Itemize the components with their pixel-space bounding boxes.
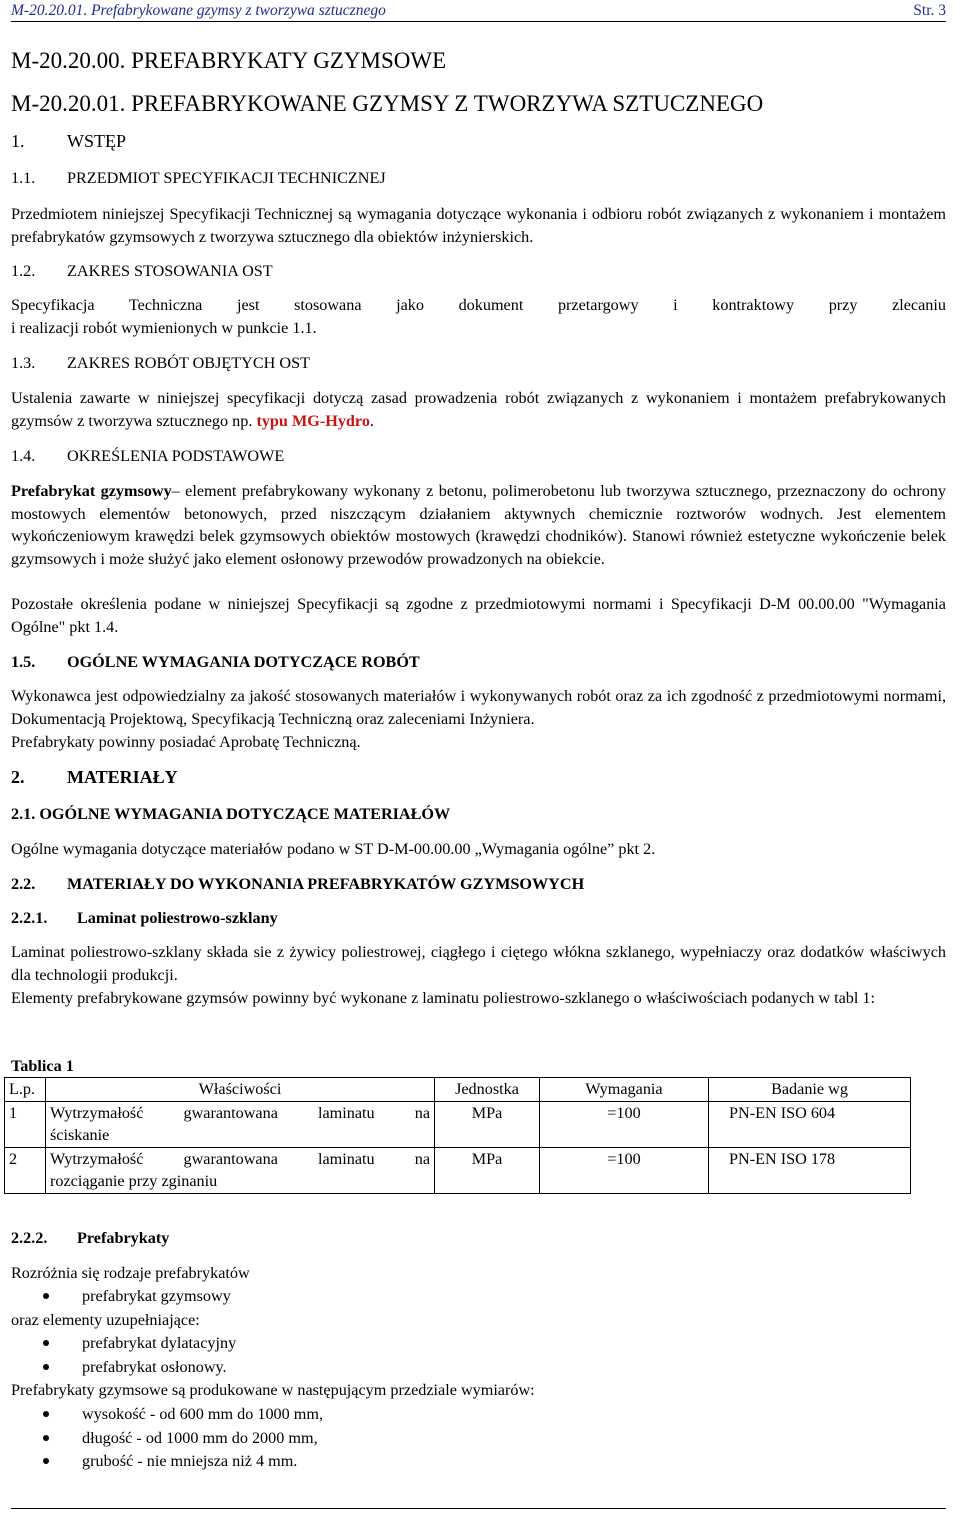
property-cell — [46, 1147, 435, 1193]
requirement-cell: =100 — [540, 1101, 709, 1147]
unit-cell: MPa — [435, 1147, 540, 1193]
section-title: OGÓLNE WYMAGANIA DOTYCZĄCE ROBÓT — [67, 653, 420, 671]
header-rule — [11, 21, 946, 22]
section-title: MATERIAŁY DO WYKONANIA PREFABRYKATÓW GZYMSOWYCH — [67, 875, 585, 893]
bullet-list-supplementary — [11, 1332, 236, 1379]
section-2-heading — [11, 766, 178, 789]
bullet-icon — [43, 1458, 49, 1464]
section-number: 1.2. — [11, 262, 36, 280]
section-1-5-paragraph-2: Prefabrykaty powinny posiadać Aprobatę Techniczną. — [11, 733, 361, 751]
section-number: 1.1. — [11, 169, 36, 187]
section-1-4-heading — [11, 445, 284, 468]
product-type-highlight: typu MG-Hydro — [256, 411, 370, 430]
standard-cell: PN-EN ISO 604 — [709, 1101, 911, 1147]
section-title: ZAKRES STOSOWANIA OST — [67, 262, 273, 280]
section-1-5-heading — [11, 651, 420, 674]
column-header: Badanie wg — [709, 1078, 911, 1102]
bullet-list-dimensions — [11, 1403, 323, 1474]
list-item — [11, 1332, 236, 1356]
table-row — [5, 1147, 911, 1193]
section-number: 1. — [11, 131, 25, 151]
section-number: 2.2. — [11, 875, 36, 893]
table-caption: Tablica 1 — [11, 1057, 74, 1075]
list-item-text: prefabrykat osłonowy. — [82, 1357, 227, 1376]
section-number: 2. — [11, 767, 25, 787]
running-header-title: M-20.20.01. Prefabrykowane gzymsy z tworzywa sztucznego — [11, 2, 386, 19]
paragraph-text: Ustalenia zawarte w niniejszej specyfikacji dotyczą zasad prowadzenia robót związanych z wykonaniem i montażem prefabrykowanych gzymsów z tworzywa sztucznego np. — [11, 389, 946, 430]
section-1-2-heading — [11, 260, 273, 283]
section-title: ZAKRES ROBÓT OBJĘTYCH OST — [67, 354, 310, 372]
section-1-heading — [11, 130, 126, 153]
column-header: Jednostka — [435, 1078, 540, 1102]
section-title: Prefabrykaty — [77, 1229, 170, 1247]
list-item-text: prefabrykat dylatacyjny — [82, 1334, 237, 1352]
list-item-text: długość - od 1000 mm do 2000 mm, — [82, 1428, 318, 1447]
property-cell — [46, 1101, 435, 1147]
section-title: Laminat poliestrowo-szklany — [77, 909, 278, 927]
list-item — [11, 1285, 231, 1309]
list-item-text: prefabrykat gzymsowy — [82, 1287, 231, 1305]
section-1-5-paragraph: Wykonawca jest odpowiedzialny za jakość stosowanych materiałów i wykonywanych robót oraz za ich zgodność z przedmiotowymi normami, Dokumentacją Projektową, Specyfikacją Techniczną oraz zaleceniami Inżyniera. — [11, 687, 946, 728]
column-header: L.p. — [5, 1078, 46, 1102]
section-1-1-paragraph: Przedmiotem niniejszej Specyfikacji Technicznej są wymagania dotyczące wykonania i odbioru robót związanych z wykonaniem i montażem prefabrykatów gzymsowych z tworzywa sztucznego dla obiektów inżynierskich. — [11, 205, 946, 246]
list-item — [11, 1403, 323, 1427]
section-1-3-paragraph — [11, 387, 946, 432]
footer-rule — [11, 1508, 946, 1509]
row-number: 1 — [5, 1101, 46, 1147]
column-header: Wymagania — [540, 1078, 709, 1102]
paragraph-end: . — [369, 411, 374, 430]
doc-title-group: M-20.20.00. PREFABRYKATY GZYMSOWE — [11, 48, 447, 73]
table-header-row — [5, 1078, 911, 1102]
section-number: 2.2.1. — [11, 909, 48, 927]
section-2-1-paragraph: Ogólne wymagania dotyczące materiałów podano w ST D-M-00.00.00 „Wymagania ogólne” pkt 2. — [11, 840, 656, 858]
section-2-2-1-heading — [11, 907, 278, 930]
unit-cell: MPa — [435, 1101, 540, 1147]
requirement-cell: =100 — [540, 1147, 709, 1193]
supplementary-intro: oraz elementy uzupełniające: — [11, 1311, 200, 1329]
definition-text: – element prefabrykowany wykonany z betonu, polimerobetonu lub tworzywa sztucznego, przeznaczony do ochrony mostowych elementów betonowych, przed niszczącym działaniem aktywnych chemicznie roztworów wodnych. Jest elementem wykończeniowym krawędzi belek gzymsowych obiektów mostowych (krawędzi chodników). Stanowi również estetyczne wykończenie belek gzymsowych i może służyć jako element osłonowy przewodów prowadzonych na obiekcie. — [11, 482, 946, 568]
list-item-text: wysokość - od 600 mm do 1000 mm, — [82, 1405, 324, 1423]
list-item — [11, 1450, 323, 1474]
types-intro: Rozróżnia się rodzaje prefabrykatów — [11, 1264, 250, 1282]
section-title: WSTĘP — [67, 131, 127, 151]
section-title: PRZEDMIOT SPECYFIKACJI TECHNICZNEJ — [67, 169, 386, 187]
section-2-2-1-paragraph-2: Elementy prefabrykowane gzymsów powinny być wykonane z laminatu poliestrowo-szklanego o właściwościach podanych w tabl 1: — [11, 989, 875, 1007]
property-text: Wytrzymałość gwarantowana laminatu na — [50, 1149, 430, 1168]
property-text-cont: rozciąganie przy zginaniu — [50, 1172, 218, 1190]
section-2-1-heading: 2.1. OGÓLNE WYMAGANIA DOTYCZĄCE MATERIAŁÓW — [11, 805, 451, 823]
standard-cell: PN-EN ISO 178 — [709, 1147, 911, 1193]
list-item — [11, 1427, 323, 1451]
defined-term: Prefabrykat gzymsowy — [11, 482, 172, 500]
bullet-icon — [43, 1411, 49, 1417]
property-text: Wytrzymałość gwarantowana laminatu na — [50, 1103, 430, 1122]
section-number: 1.3. — [11, 354, 36, 372]
section-2-2-heading — [11, 873, 584, 896]
section-1-1-heading — [11, 167, 386, 190]
bullet-icon — [43, 1293, 49, 1299]
section-2-2-1-paragraph: Laminat poliestrowo-szklany składa sie z żywicy poliestrowej, ciągłego i ciętego włókna szklanego, wypełniaczy oraz dodatków właściwych dla technologii produkcji. — [11, 943, 946, 984]
section-1-4-paragraph: Pozostałe określenia podane w niniejszej Specyfikacji są zgodne z przedmiotowymi normami i Specyfikacji D-M 00.00.00 "Wymagania Ogólne" pkt 1.4. — [11, 595, 946, 636]
section-title: OKREŚLENIA PODSTAWOWE — [67, 447, 285, 465]
bullet-icon — [43, 1340, 49, 1346]
column-header: Właściwości — [46, 1078, 435, 1102]
section-2-2-2-heading — [11, 1227, 169, 1250]
section-number: 1.4. — [11, 447, 36, 465]
bullet-list-types — [11, 1285, 231, 1309]
bullet-icon — [43, 1435, 49, 1441]
doc-title-spec: M-20.20.01. PREFABRYKOWANE GZYMSY Z TWORZYWA SZTUCZNEGO — [11, 91, 764, 116]
section-1-4-definition — [11, 480, 946, 570]
page-number: Str. 3 — [913, 2, 946, 19]
bullet-icon — [43, 1364, 49, 1370]
list-item — [11, 1356, 236, 1380]
section-number: 1.5. — [11, 653, 36, 671]
section-title: MATERIAŁY — [67, 767, 178, 787]
property-text-cont: ściskanie — [50, 1126, 110, 1144]
section-1-3-heading — [11, 352, 310, 375]
table-row — [5, 1101, 911, 1147]
list-item-text: grubość - nie mniejsza niż 4 mm. — [82, 1452, 298, 1470]
section-1-2-paragraph-line2: i realizacji robót wymienionych w punkcie 1.1. — [11, 319, 317, 337]
properties-table — [4, 1077, 911, 1194]
row-number: 2 — [5, 1147, 46, 1193]
section-1-2-paragraph-line1: Specyfikacja Techniczna jest stosowana jako dokument przetargowy i kontraktowy przy zlecaniu — [11, 296, 946, 314]
dimensions-intro: Prefabrykaty gzymsowe są produkowane w następującym przedziale wymiarów: — [11, 1381, 535, 1399]
section-number: 2.2.2. — [11, 1229, 48, 1247]
